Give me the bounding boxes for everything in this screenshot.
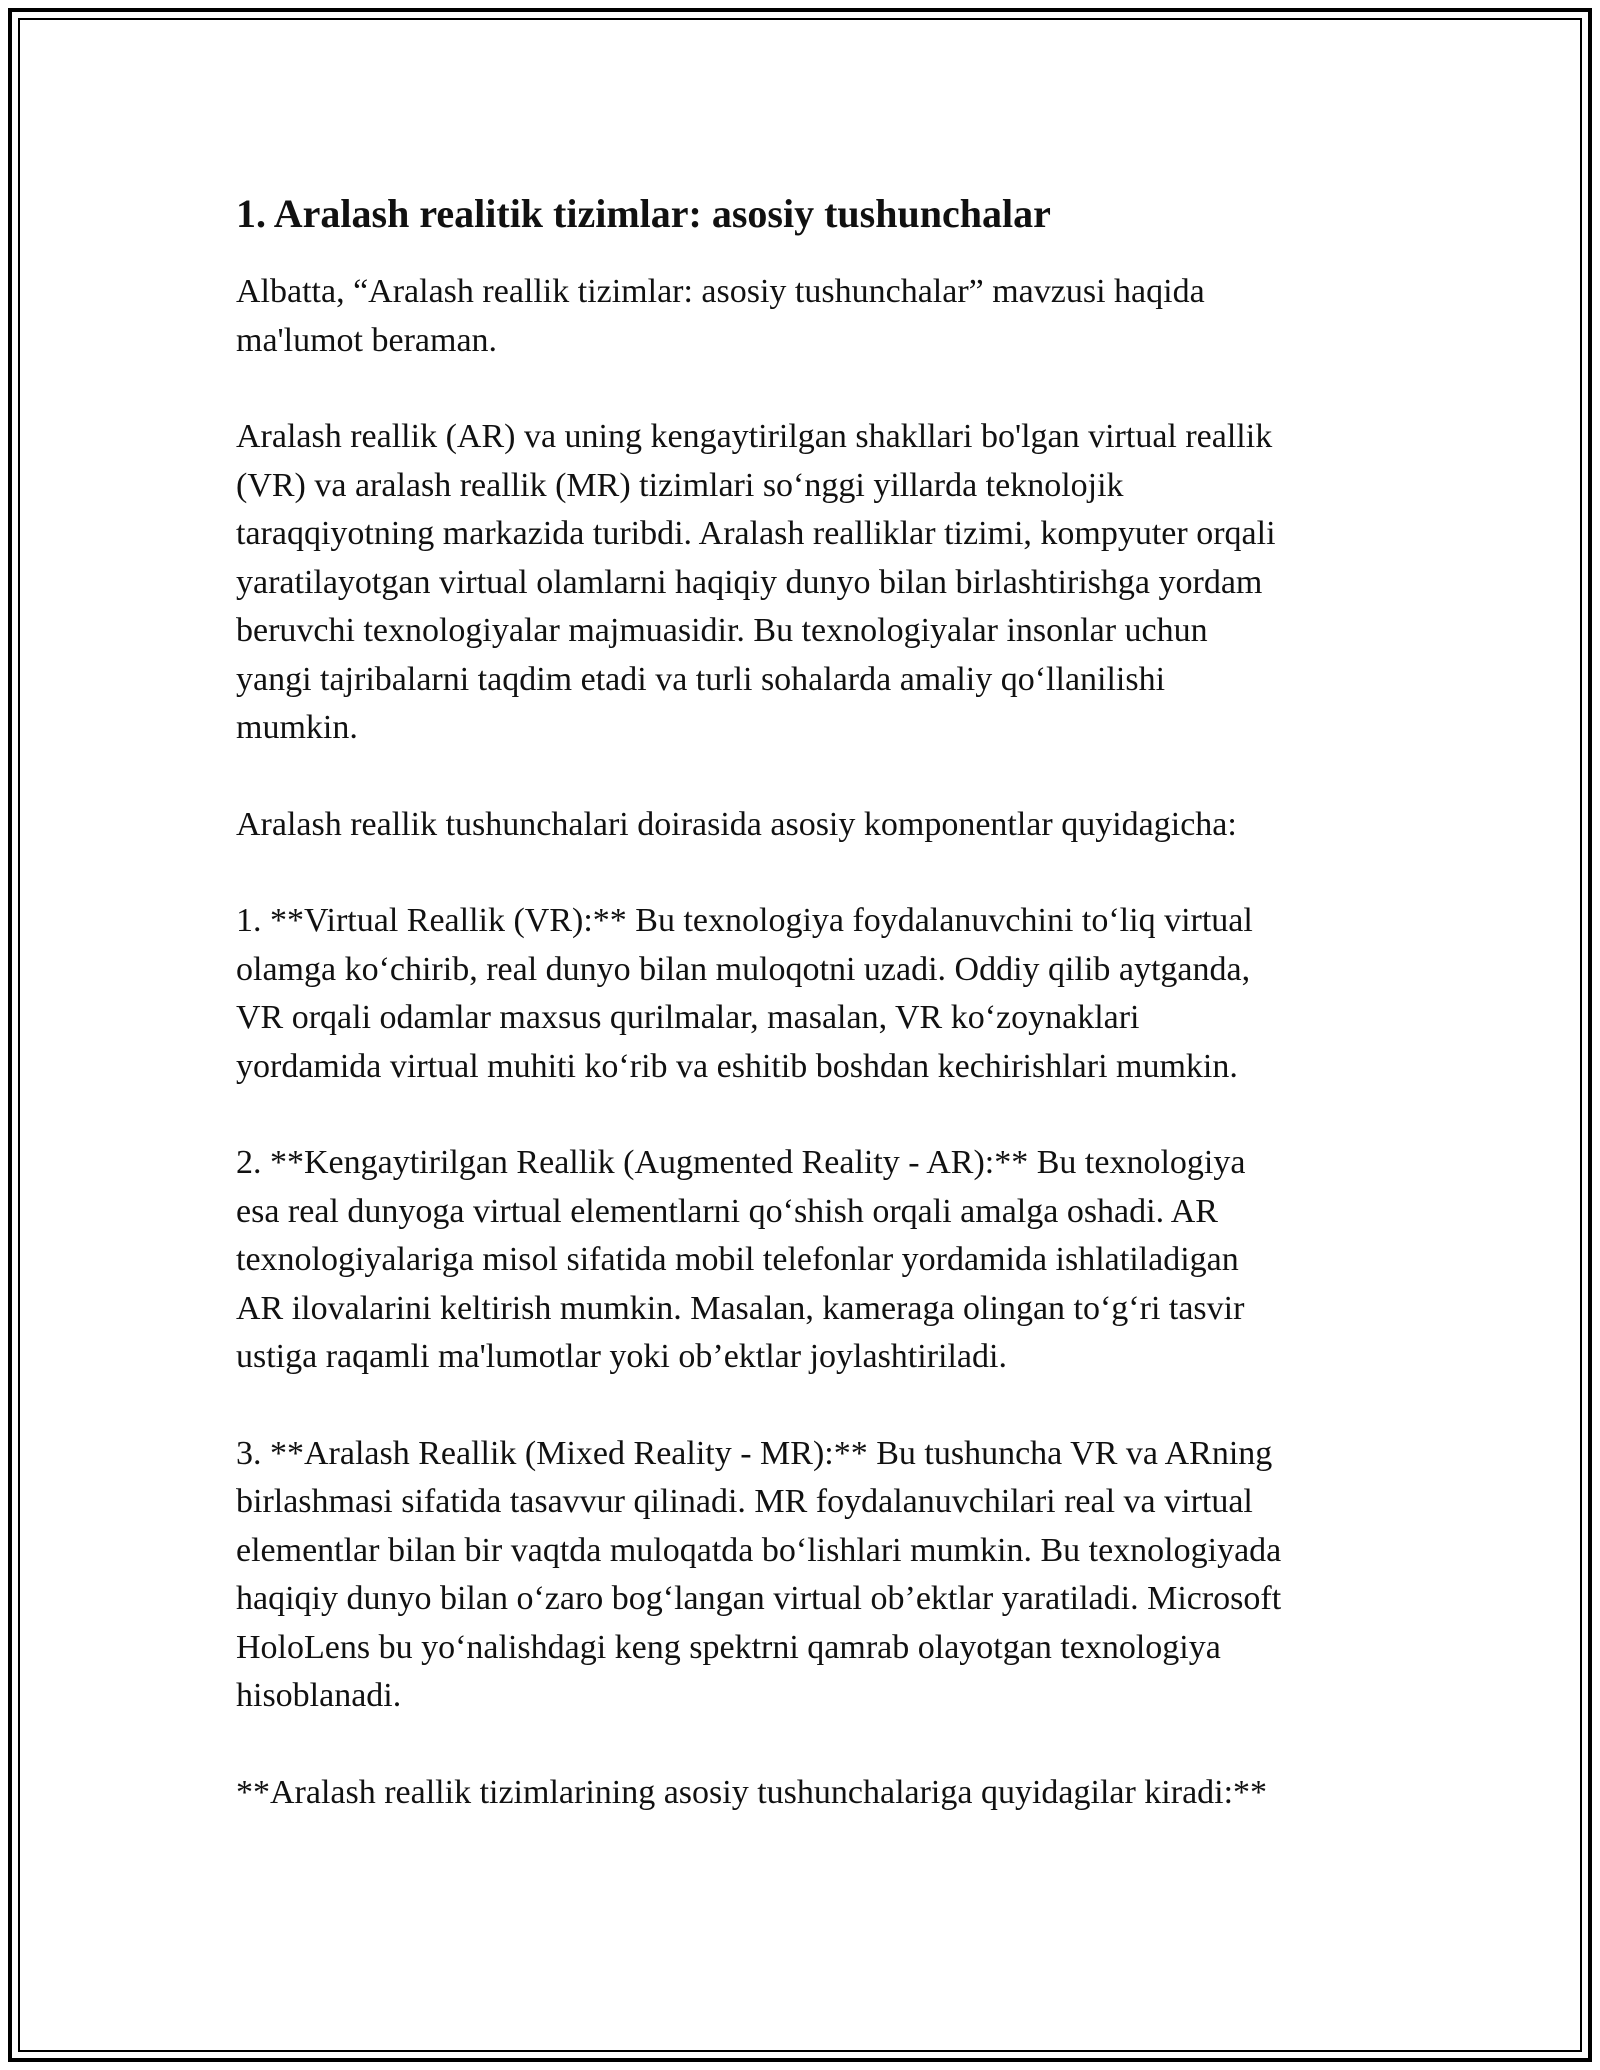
paragraph-overview: Aralash reallik (AR) va uning kengaytirilgan shakllari bo'lgan virtual reallik (VR) va aralash reallik (MR) tizimlari so‘nggi yillarda teknolojik taraqqiyotning markazida turibdi. Aralash realliklar tizimi, kompyuter orqali yaratilayotgan virtual olamlarni haqiqiy dunyo bilan birlashtirishga yordam beruvchi texnologiyalar majmuasidir. Bu texnologiyalar insonlar uchun yangi tajribalarni taqdim etadi va turli sohalarda amaliy qo‘llanilishi mumkin. (236, 418, 1276, 746)
paragraph-components-intro: Aralash reallik tushunchalari doirasida asosiy komponentlar quyidagicha: (236, 805, 1237, 843)
document-body (236, 186, 1376, 1817)
paragraph-intro: Albatta, “Aralash reallik tizimlar: asosiy tushunchalar” mavzusi haqida ma'lumot beraman. (236, 273, 1205, 359)
paragraph-vr: 1. **Virtual Reallik (VR):** Bu texnologiya foydalanuvchini to‘liq virtual olamga ko‘chirib, real dunyo bilan muloqotni uzadi. Oddiy qilib aytganda, VR orqali odamlar maxsus qurilmalar, masalan, VR ko‘zoynaklari yordamida virtual muhiti ko‘rib va eshitib boshdan kechirishlari mumkin. (236, 902, 1253, 1085)
document-title: 1. Aralash realitik tizimlar: asosiy tushunchalar (236, 191, 1051, 236)
paragraph-concepts-heading: **Aralash reallik tizimlarining asosiy tushunchalariga quyidagilar kiradi:** (236, 1773, 1268, 1811)
paragraph-mr: 3. **Aralash Reallik (Mixed Reality - MR):** Bu tushuncha VR va ARning birlashmasi sifatida tasavvur qilinadi. MR foydalanuvchilari real va virtual elementlar bilan bir vaqtda muloqatda bo‘lishlari mumkin. Bu texnologiyada haqiqiy dunyo bilan o‘zaro bog‘langan virtual ob’ektlar yaratiladi. Microsoft HoloLens bu yo‘nalishdagi keng spektrni qamrab olayotgan texnologiya hisoblanadi. (236, 1434, 1282, 1714)
paragraph-ar: 2. **Kengaytirilgan Reallik (Augmented Reality - AR):** Bu texnologiya esa real dunyoga virtual elementlarni qo‘shish orqali amalga oshadi. AR texnologiyalariga misol sifatida mobil telefonlar yordamida ishlatiladigan AR ilovalarini keltirish mumkin. Masalan, kameraga olingan to‘g‘ri tasvir ustiga raqamli ma'lumotlar yoki ob’ektlar joylashtiriladi. (236, 1144, 1246, 1375)
